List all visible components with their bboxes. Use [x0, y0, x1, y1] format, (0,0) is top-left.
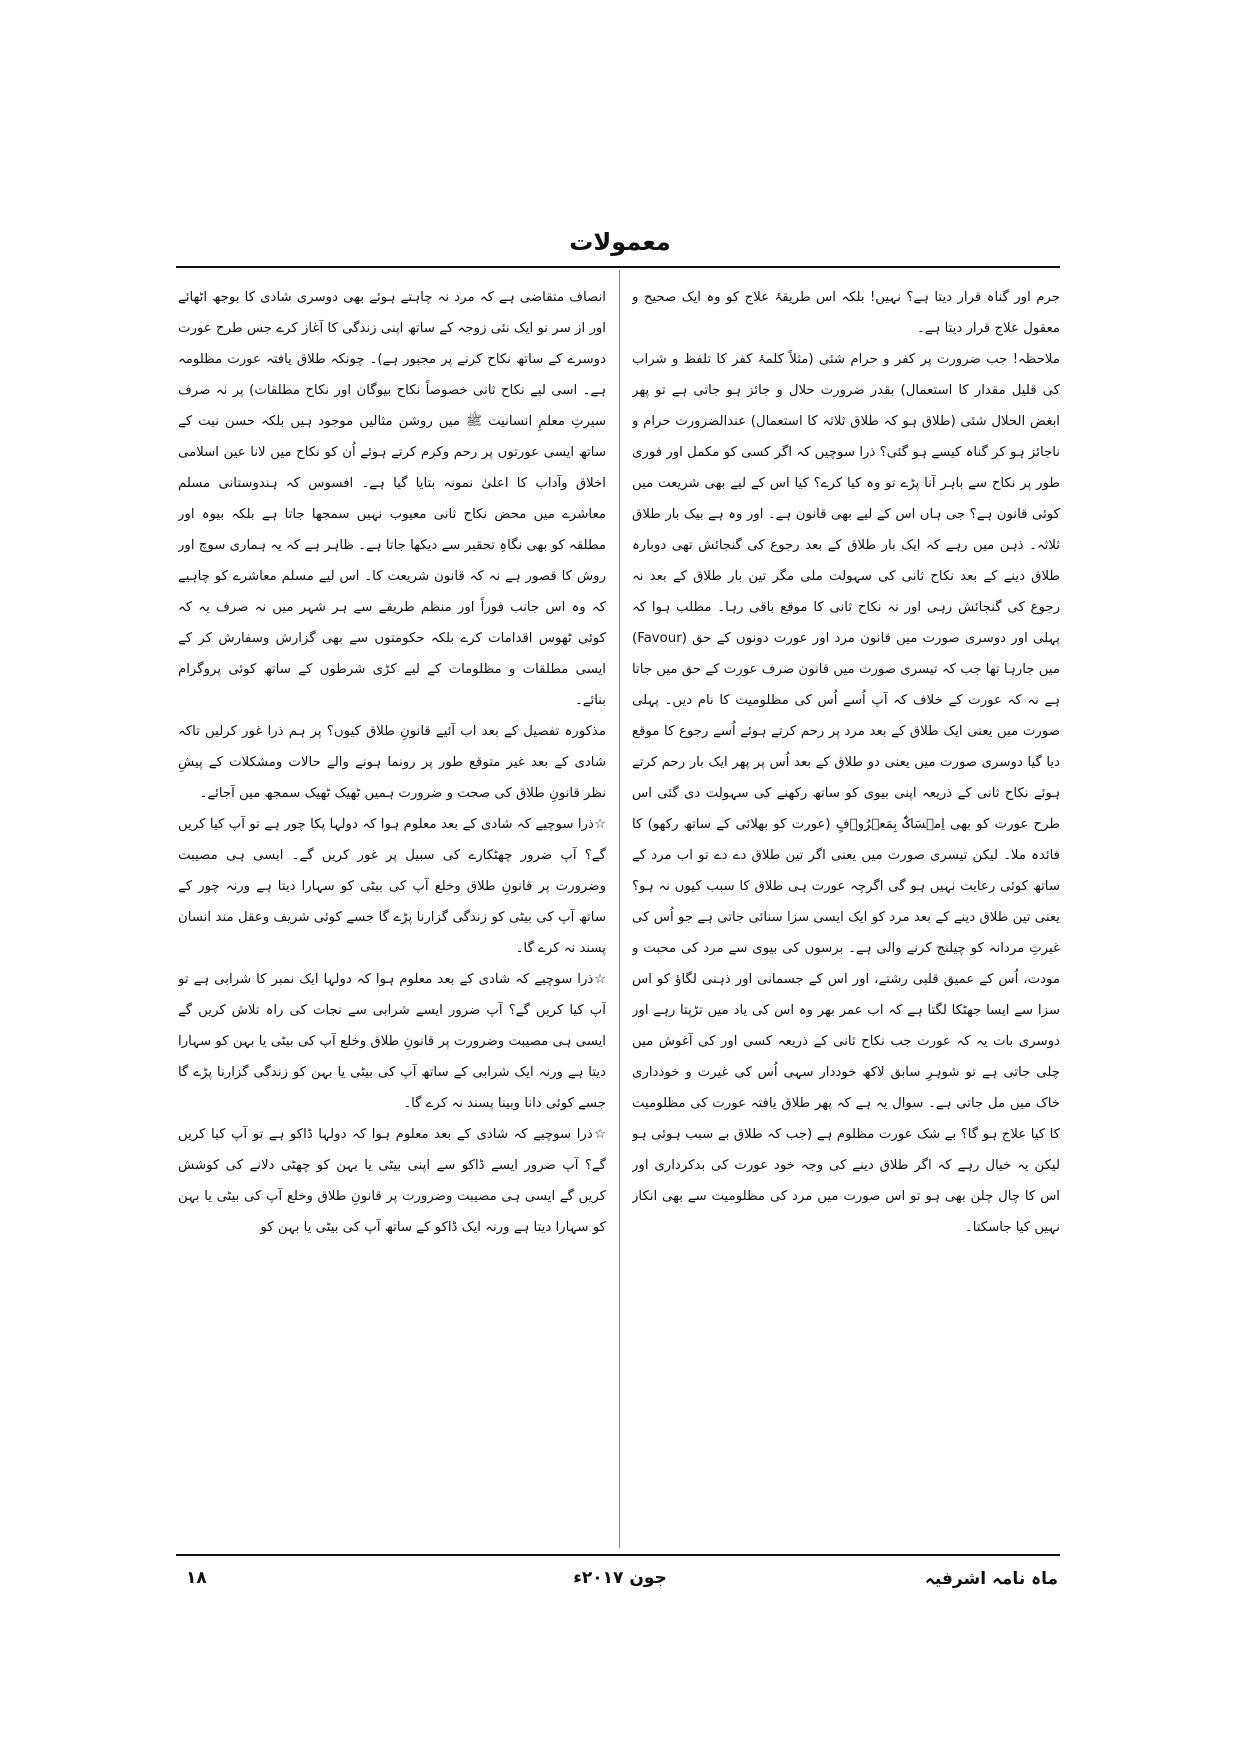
page-title: معمولات: [569, 228, 671, 256]
paragraph: ☆ذرا سوچیے کہ شادی کے بعد معلوم ہوا کہ دولہا پکا چور ہے تو آپ کیا کریں گے؟ آپ ضرور چھٹکارے کی سبیل پر غور کریں گے۔ ایسی ہی مصیبت وضرورت پر قانونِ طلاق وخلع آپ کی بیٹی کو سہارا دیتا ہے ورنہ چور کے ساتھ آپ کی بیٹی کو زندگی گزارنا پڑے گا جسے کوئی شریف وعقل مند انسان پسند نہ کرے گا۔: [178, 817, 606, 956]
header-rule: [176, 266, 1060, 268]
paragraph: جرم اور گناہ قرار دیتا ہے؟ نہیں! بلکہ اس طریقۂ علاج کو وہ ایک صحیح و معقول علاج قرار دیتا ہے۔: [632, 290, 1060, 336]
paragraph: انصاف متقاضی ہے کہ مرد نہ چاہتے ہوئے بھی دوسری شادی کا بوجھ اٹھائے اور از سر نو ایک نئی زوجہ کے ساتھ اپنی زندگی کا آغاز کرے جس طرح عورت دوسرے کے ساتھ نکاح کرنے پر مجبور ہے)۔ چونکہ طلاق یافتہ عورت مظلومہ ہے۔ اسی لیے نکاح ثانی خصوصاً نکاح بیوگان اور نکاح مطلقات) پر نہ صرف سیرتِ معلمِ انسانیت ﷺ میں روشن مثالیں موجود ہیں بلکہ حسن نیت کے ساتھ ایسی عورتوں پر رحم وکرم کرتے ہوئے اُن کو نکاح میں لانا عین اسلامی اخلاق وآداب کا اعلیٰ نمونہ بتایا گیا ہے۔ افسوس کہ ہندوستانی مسلم معاشرے میں محض نکاح ثانی معیوب نہیں سمجھا جاتا ہے بلکہ بیوہ اور مطلقہ کو بھی نگاہِ تحقیر سے دیکھا جاتا ہے۔ ظاہر ہے کہ یہ ہماری سوچ اور روش کا قصور ہے نہ کہ قانون شریعت کا۔ اس لیے مسلم معاشرے کو چاہیے کہ وہ اس جانب فوراً اور منظم طریقے سے ہر شہر میں نہ صرف یہ کہ کوئی ٹھوس اقدامات کرے بلکہ حکومتوں سے بھی گزارش وسفارش کر کے ایسی مطلقات و مظلومات کے لیے کڑی شرطوں کے ساتھ کوئی پروگرام بنائے۔: [178, 290, 606, 708]
paragraph: ☆ذرا سوچیے کہ شادی کے بعد معلوم ہوا کہ دولہا ڈاکو ہے تو آپ کیا کریں گے؟ آپ ضرور ایسے ڈاکو سے اپنی بیٹی یا بہن کو چھٹی دلانے کی کوشش کریں گے ایسی ہی مصیبت وضرورت پر قانونِ طلاق وخلع آپ کی بیٹی یا بہن کو سہارا دیتا ہے ورنہ ایک ڈاکو کے ساتھ آپ کی بیٹی یا بہن کو: [178, 1127, 606, 1235]
footer-magazine-name: ماہ نامہ اشرفیہ: [924, 1569, 1058, 1589]
left-column: [178, 282, 606, 1544]
page-number: ۱۸: [186, 1568, 207, 1588]
paragraph: ☆ذرا سوچیے کہ شادی کے بعد معلوم ہوا کہ دولہا ایک نمبر کا شرابی ہے تو آپ کیا کریں گے؟ آپ ضرور ایسے شرابی سے نجات کی راہ تلاش کریں گے ایسی ہی مصیبت وضرورت پر قانونِ طلاق وخلع آپ کی بیٹی یا بہن کو سہارا دیتا ہے ورنہ ایک شرابی کے ساتھ آپ کی بیٹی یا بہن کو زندگی گزارنا پڑے گا جسے کوئی دانا وبینا پسند نہ کرے گا۔: [178, 972, 606, 1111]
paragraph: مذکورہ تفصیل کے بعد اب آئیے قانونِ طلاق کیوں؟ پر ہم ذرا غور کرلیں تاکہ شادی کے بعد غیر متوقع طور پر رونما ہونے والے حالات ومشکلات کے پیشِ نظر قانونِ طلاق کی صحت و ضرورت ہمیں ٹھیک ٹھیک سمجھ میں آجائے۔: [178, 724, 606, 801]
footer-date: جون ۲۰۱۷ء: [573, 1568, 667, 1588]
paragraph: ملاحظہ! جب ضرورت پر کفر و حرام شئی (مثلاً کلمۂ کفر کا تلفظ و شراب کی قلیل مقدار کا استعمال) بقدر ضرورت حلال و جائز ہو جاتی ہے تو پھر ابغض الحلال شئی (طلاق ہو کہ طلاق ثلاثہ کا استعمال) عندالضرورت حرام و ناجائز ہو کر گناہ کیسے ہو گئی؟ ذرا سوچیں کہ اگر کسی کو مکمل اور فوری طور پر نکاح سے باہر آنا پڑے تو وہ کیا کرے؟ کیا اس کے لیے بھی شریعت میں کوئی قانون ہے؟ جی ہاں اس کے لیے بھی قانون ہے۔ اور وہ ہے بیک بار طلاق ثلاثہ۔ ذہن میں رہے کہ ایک بار طلاق کے بعد رجوع کی گنجائش تھی دوبارہ طلاق دینے کے بعد نکاح ثانی کی سہولت ملی مگر تین بار طلاق کے بعد نہ رجوع کی گنجائش رہی اور نہ نکاح ثانی کا موقع باقی رہا۔ مطلب ہوا کہ پہلی اور دوسری صورت میں قانون مرد اور عورت دونوں کے حق (Favour) میں جارہا تھا جب کہ تیسری صورت میں قانون صرف عورت کے حق میں جاتا ہے نہ کہ عورت کے خلاف کہ آپ اُسے اُس کی مظلومیت کا نام دیں۔ پہلی صورت میں یعنی ایک طلاق کے بعد مرد پر رحم کرتے ہوئے اُسے رجوع کا موقع دیا گیا دوسری صورت میں یعنی دو طلاق کے بعد اُس پر پھر ایک بار رحم کرتے ہوئے نکاح ثانی کے ذریعہ اپنی بیوی کو ساتھ رکھنے کی سہولت دی گئی اس طرح عورت کو بھی اِمۡسَاکٌۢ بِمَعۡرُوۡفٍ (عورت کو بھلائی کے ساتھ رکھو) کا فائدہ ملا۔ لیکن تیسری صورت میں یعنی اگر تین طلاق دے دے تو اب مرد کے ساتھ کوئی رعایت نہیں ہو گی اگرچہ عورت ہی طلاق کا سبب کیوں نہ ہو؟ یعنی تین طلاق دینے کے بعد مرد کو ایک ایسی سزا سنائی جاتی ہے جو اُس کی غیرتِ مردانہ کو چیلنج کرنے والی ہے۔ برسوں کی بیوی سے مرد کی محبت و مودت، اُس کے عمیق قلبی رشتے، اور اس کے جسمانی اور ذہنی لگاؤ کو اس سزا سے ایسا جھٹکا لگتا ہے کہ اب عمر بھر وہ اس کی یاد میں تڑپتا رہے اور دوسری بات یہ کہ عورت جب نکاح ثانی کے ذریعہ کسی اور کی آغوش میں چلی جاتی ہے تو شوہرِ سابق لاکھ خوددار سہی اُس کی غیرت و خودداری خاک میں مل جاتی ہے۔ سوال یہ ہے کہ پھر طلاق یافتہ عورت کی مظلومیت کا کیا علاج ہو گا؟ بے شک عورت مظلوم ہے (جب کہ طلاق بے سبب ہوئی ہو لیکن یہ خیال رہے کہ اگر طلاق دینے کی وجہ خود عورت کی بدکرداری اور اس کا چال چلن بھی ہو تو اس صورت میں مرد کی مظلومیت سے بھی انکار نہیں کیا جاسکتا۔: [632, 352, 1060, 1235]
column-divider: [619, 270, 620, 1548]
right-column: [632, 282, 1060, 1544]
footer-rule: [176, 1554, 1060, 1556]
